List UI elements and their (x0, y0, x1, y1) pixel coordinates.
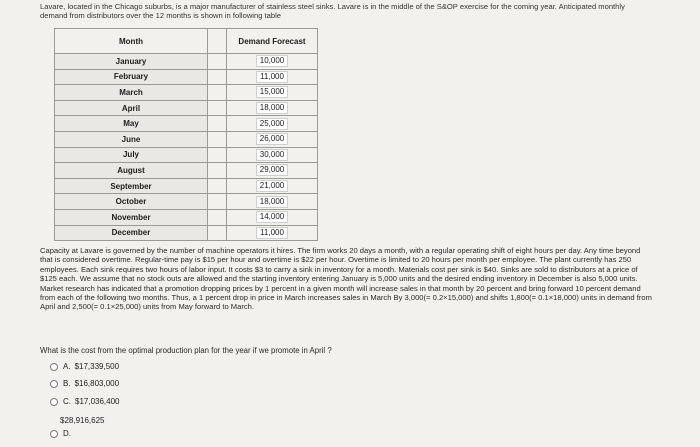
gap-cell (208, 147, 227, 163)
table-header-row (55, 29, 318, 54)
forecast-value: 29,000 (256, 164, 288, 176)
table-row (55, 69, 318, 85)
forecast-value: 14,000 (256, 211, 288, 223)
forecast-cell (227, 178, 318, 194)
month-cell: May (55, 116, 208, 132)
forecast-cell (227, 100, 318, 116)
table-body (55, 54, 318, 241)
problem-paragraph (40, 246, 690, 312)
month-cell: March (55, 85, 208, 101)
gap-cell (208, 100, 227, 116)
month-cell: January (55, 54, 208, 70)
radio-c[interactable] (50, 398, 58, 406)
gap-cell (208, 194, 227, 210)
gap-cell (208, 131, 227, 147)
intro-line-2: demand from distributors over the 12 months is shown in following table (40, 11, 282, 20)
table-row (55, 100, 318, 116)
gap-cell (208, 209, 227, 225)
gap-cell (208, 54, 227, 70)
month-cell: October (55, 194, 208, 210)
forecast-cell (227, 147, 318, 163)
forecast-value: 25,000 (256, 118, 288, 130)
option-c-letter: C. (63, 397, 71, 406)
forecast-value: 11,000 (256, 71, 288, 83)
forecast-value: 11,000 (256, 227, 288, 239)
question-text: What is the cost from the optimal production plan for the year if we promote in April ? (40, 346, 332, 355)
radio-b[interactable] (50, 380, 58, 388)
gap-cell (208, 116, 227, 132)
option-a-value: $17,339,500 (74, 362, 120, 371)
option-d-value: $28,916,625 (60, 416, 105, 425)
table-row (55, 85, 318, 101)
option-b-value: $16,803,000 (74, 379, 120, 388)
month-cell: April (55, 100, 208, 116)
paragraph-line: April and 2,500(= 0.1×25,000) units from May forward to March. (40, 302, 254, 312)
forecast-cell (227, 54, 318, 70)
option-b-letter: B. (63, 379, 71, 388)
table-row (55, 194, 318, 210)
option-c[interactable] (50, 397, 120, 406)
gap-cell (208, 225, 227, 241)
forecast-value: 18,000 (256, 196, 288, 208)
radio-a[interactable] (50, 363, 58, 371)
gap-cell (208, 69, 227, 85)
option-a[interactable] (50, 362, 119, 371)
month-cell: June (55, 131, 208, 147)
forecast-cell (227, 209, 318, 225)
header-forecast: Demand Forecast (227, 29, 318, 54)
paragraph-line: $125 each. We assume that no stock outs are allowed and the starting inventory entering January is 5,000 units and the desired ending inventory in December is also 5,000 units. (40, 274, 638, 284)
table-row (55, 147, 318, 163)
forecast-cell (227, 116, 318, 132)
forecast-value: 30,000 (256, 149, 288, 161)
table-row (55, 178, 318, 194)
forecast-cell (227, 85, 318, 101)
demand-table (54, 28, 318, 241)
paragraph-line: employees. Each sink requires two hours of labor input. It costs $3 to carry a sink in inventory for a month. Materials cost per sink is $40. Sinks are sold to distributors at a price of (40, 264, 638, 274)
intro-text (40, 2, 690, 20)
table-row (55, 225, 318, 241)
intro-line-1: Lavare, located in the Chicago suburbs, is a major manufacturer of stainless steel sinks. Lavare is in the middle of the S&OP exercise for the coming year. Anticipated monthly (40, 2, 625, 11)
forecast-cell (227, 225, 318, 241)
month-cell: December (55, 225, 208, 241)
month-cell: November (55, 209, 208, 225)
forecast-value: 26,000 (256, 133, 288, 145)
paragraph-line: Capacity at Lavare is governed by the number of machine operators it hires. The firm works 20 days a month, with a regular operating shift of eight hours per day. Any time beyond (40, 246, 641, 255)
forecast-cell (227, 194, 318, 210)
option-d[interactable] (50, 429, 71, 438)
table-row (55, 54, 318, 70)
table-row (55, 131, 318, 147)
forecast-value: 10,000 (256, 55, 288, 67)
radio-d[interactable] (50, 430, 58, 438)
header-month: Month (55, 29, 208, 54)
paragraph-line: that is considered overtime. Regular-time pay is $15 per hour and overtime is $22 per hour. Overtime is limited to 20 hours per month per employee. The plant currently has 250 (40, 255, 632, 265)
option-c-value: $17,036,400 (75, 397, 120, 406)
forecast-cell (227, 163, 318, 179)
paragraph-line: Market research has indicated that a promotion dropping prices by 1 percent in a given month will increase sales in that month by 20 percent and bring forward 10 percent demand (40, 283, 641, 293)
option-a-letter: A. (63, 362, 71, 371)
gap-cell (208, 178, 227, 194)
forecast-cell (227, 131, 318, 147)
gap-cell (208, 163, 227, 179)
month-cell: February (55, 69, 208, 85)
month-cell: September (55, 178, 208, 194)
forecast-value: 18,000 (256, 102, 288, 114)
gap-cell (208, 85, 227, 101)
option-b[interactable] (50, 379, 119, 388)
forecast-value: 21,000 (256, 180, 288, 192)
header-gap (208, 29, 227, 54)
table-row (55, 163, 318, 179)
option-d-letter: D. (63, 429, 71, 438)
forecast-value: 15,000 (256, 86, 288, 98)
month-cell: July (55, 147, 208, 163)
table-row (55, 209, 318, 225)
table-row (55, 116, 318, 132)
forecast-cell (227, 69, 318, 85)
month-cell: August (55, 163, 208, 179)
paragraph-line: from each of the following two months. Thus, a 1 percent drop in price in March increases sales in March By 3,000(= 0.2×15,000) and shifts 1,800(= 0.1×18,000) units in demand from (40, 293, 652, 303)
